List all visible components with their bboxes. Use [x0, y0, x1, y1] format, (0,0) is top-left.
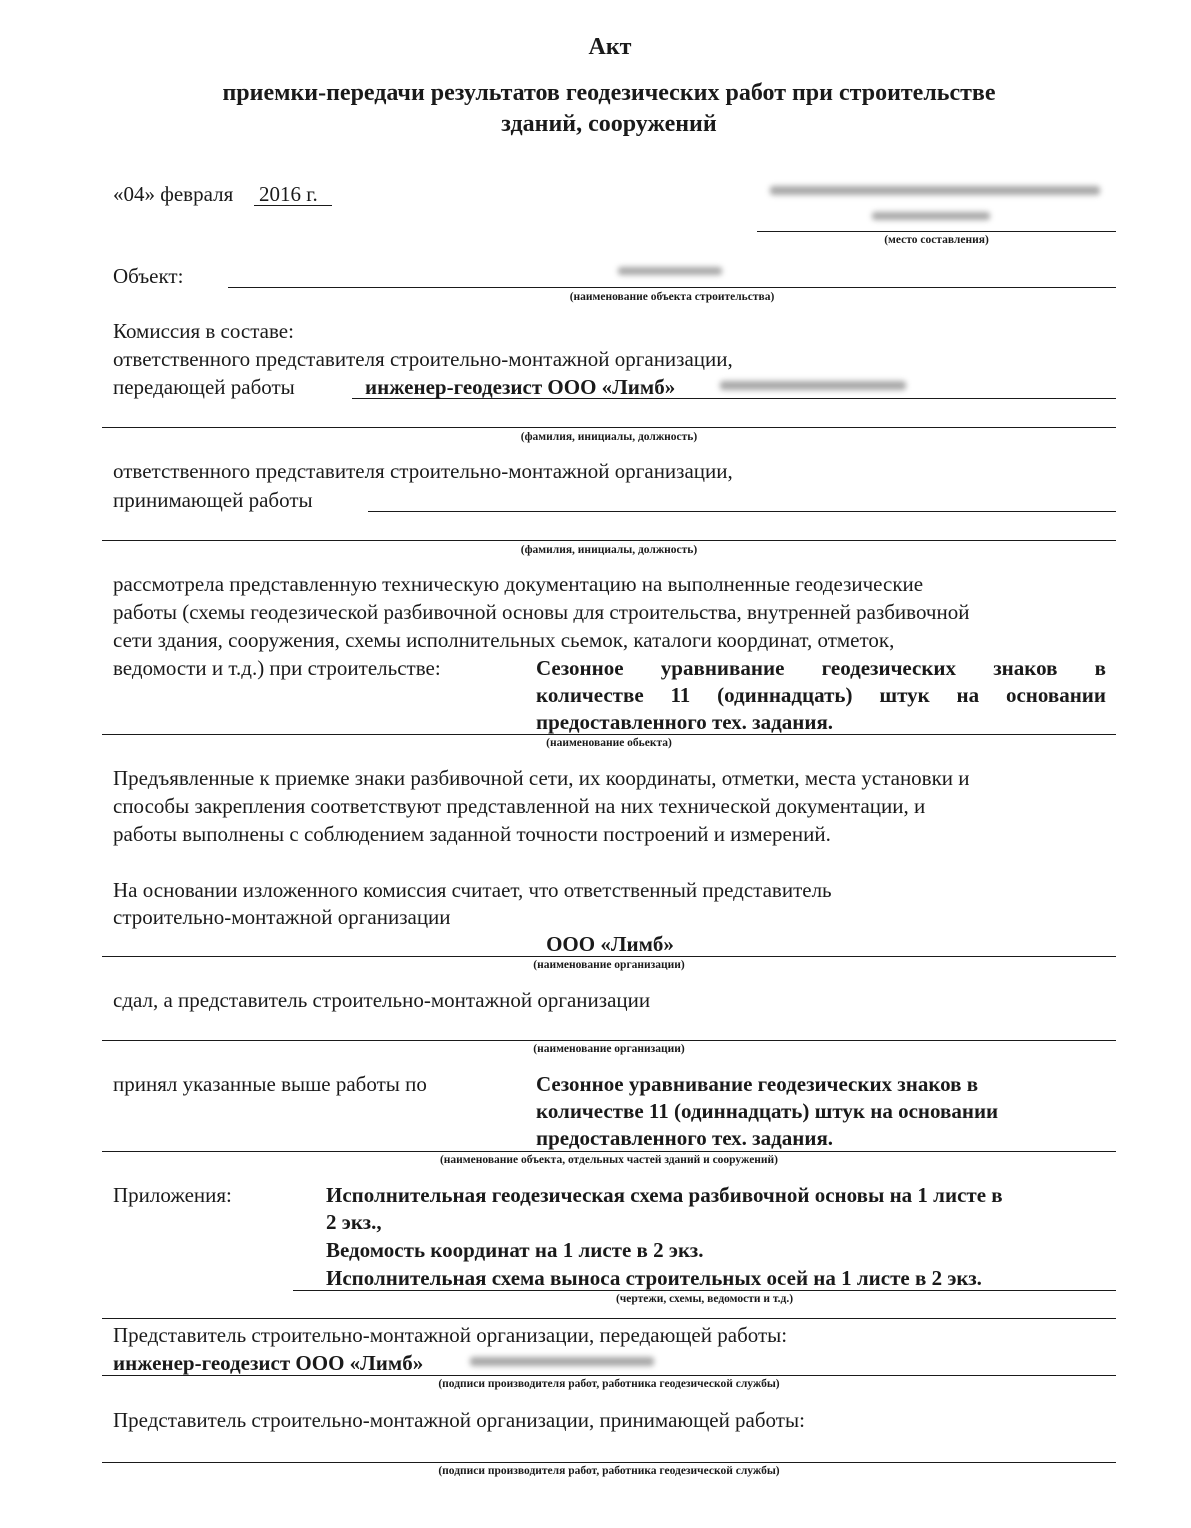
signatures-top-rule — [102, 1318, 1116, 1319]
signature-caption-2: (подписи производителя работ, работника геодезической службы) — [438, 1465, 780, 1477]
appendix-line1: Исполнительная геодезическая схема разбивочной основы на 1 листе в — [326, 1183, 1003, 1207]
conclusion-line2: строительно-монтажной организации — [113, 905, 451, 929]
redacted-transfer-name — [720, 381, 906, 390]
transfer-underline — [352, 398, 1116, 399]
reviewed-object-line3: предоставленного тех. задания. — [536, 710, 834, 734]
date-prefix: «04» февраля — [113, 182, 234, 206]
object-caption: (наименование объекта строительства) — [569, 291, 775, 303]
conformity-line1: Предъявленные к приемке знаки разбивочной сети, их координаты, отметки, места установки и — [113, 766, 970, 790]
appendix-caption: (чертежи, схемы, ведомости и т.д.) — [615, 1293, 794, 1305]
commission-rule-1 — [102, 427, 1116, 428]
commission-rule-2 — [102, 540, 1116, 541]
signature-rule-1 — [102, 1375, 1116, 1376]
accepted-line3: предоставленного тех. задания. — [536, 1126, 834, 1150]
accept-underline — [368, 511, 1116, 512]
reviewed-rule — [102, 734, 1116, 735]
reviewed-line3: сети здания, сооружения, схемы исполнительных сьемок, каталоги координат, отметок, — [113, 628, 895, 652]
date-year-underline — [254, 205, 332, 206]
conclusion-line1: На основании изложенного комиссия считает, что ответственный представитель — [113, 878, 832, 902]
conclusion-caption: (наименование организации) — [533, 959, 685, 971]
document-subtitle-line2: зданий, сооружений — [501, 111, 717, 137]
document-subtitle-line1: приемки-передачи результатов геодезических работ при строительстве — [222, 80, 996, 106]
appendix-rule — [293, 1290, 1116, 1291]
reviewed-line1: рассмотрела представленную техническую документацию на выполненные геодезические — [113, 572, 924, 596]
object-underline — [228, 287, 1116, 288]
place-caption: (место составления) — [884, 234, 989, 246]
commission-caption-2: (фамилия, инициалы, должность) — [520, 544, 698, 556]
redacted-signature-name — [470, 1357, 654, 1366]
commission-caption-1: (фамилия, инициалы, должность) — [520, 431, 698, 443]
document-title: Акт — [588, 34, 632, 60]
date-year: 2016 г. — [259, 182, 318, 206]
commission-rep-line-2: ответственного представителя строительно-монтажной организации, — [113, 459, 733, 483]
accepted-label: принял указанные выше работы по — [113, 1072, 427, 1096]
appendix-line2: 2 экз., — [326, 1210, 382, 1234]
conclusion-org: ООО «Лимб» — [546, 932, 674, 956]
accept-label: принимающей работы — [113, 488, 313, 512]
place-underline — [757, 231, 1116, 232]
handover-text: сдал, а представитель строительно-монтажной организации — [113, 988, 651, 1012]
commission-label: Комиссия в составе: — [113, 319, 294, 343]
transfer-label: передающей работы — [113, 375, 295, 399]
redacted-place-2 — [872, 212, 990, 220]
appendix-line4: Исполнительная схема выноса строительных осей на 1 листе в 2 экз. — [326, 1266, 982, 1290]
appendix-line3: Ведомость координат на 1 листе в 2 экз. — [326, 1238, 704, 1262]
signature-transfer-name: инженер-геодезист ООО «Лимб» — [113, 1351, 424, 1375]
reviewed-line4: ведомости и т.д.) при строительстве: — [113, 656, 441, 680]
conformity-line2: способы закрепления соответствуют представленной на них технической документации, и — [113, 794, 926, 818]
accepted-line1: Сезонное уравнивание геодезических знаков в — [536, 1072, 979, 1096]
accepted-line2: количестве 11 (одиннадцать) штук на основании — [536, 1099, 999, 1123]
signature-transfer-text: Представитель строительно-монтажной организации, передающей работы: — [113, 1323, 788, 1347]
redacted-object — [618, 267, 722, 275]
conclusion-rule — [102, 956, 1116, 957]
signature-caption-1: (подписи производителя работ, работника геодезической службы) — [438, 1378, 780, 1390]
commission-rep-line: ответственного представителя строительно-монтажной организации, — [113, 347, 733, 371]
signature-accept-text: Представитель строительно-монтажной организации, принимающей работы: — [113, 1408, 805, 1432]
conformity-line3: работы выполнены с соблюдением заданной точности построений и измерений. — [113, 822, 831, 846]
transfer-value: инженер-геодезист ООО «Лимб» — [365, 375, 676, 399]
reviewed-line2: работы (схемы геодезической разбивочной основы для строительства, внутренней разбивочной — [113, 600, 970, 624]
reviewed-object-line1: Сезонное уравнивание геодезических знаков в — [536, 656, 1106, 680]
redacted-place — [770, 186, 1100, 195]
signature-rule-2 — [102, 1462, 1116, 1463]
handover-caption: (наименование организации) — [533, 1043, 685, 1055]
accepted-rule — [102, 1151, 1116, 1152]
object-label: Объект: — [113, 264, 184, 288]
reviewed-caption: (наименование обьекта) — [546, 737, 672, 749]
accepted-caption: (наименование объекта, отдельных частей зданий и сооружений) — [439, 1154, 779, 1166]
handover-rule — [102, 1040, 1116, 1041]
reviewed-object-line2: количестве 11 (одиннадцать) штук на основании — [536, 683, 1106, 707]
appendix-label: Приложения: — [113, 1183, 232, 1207]
